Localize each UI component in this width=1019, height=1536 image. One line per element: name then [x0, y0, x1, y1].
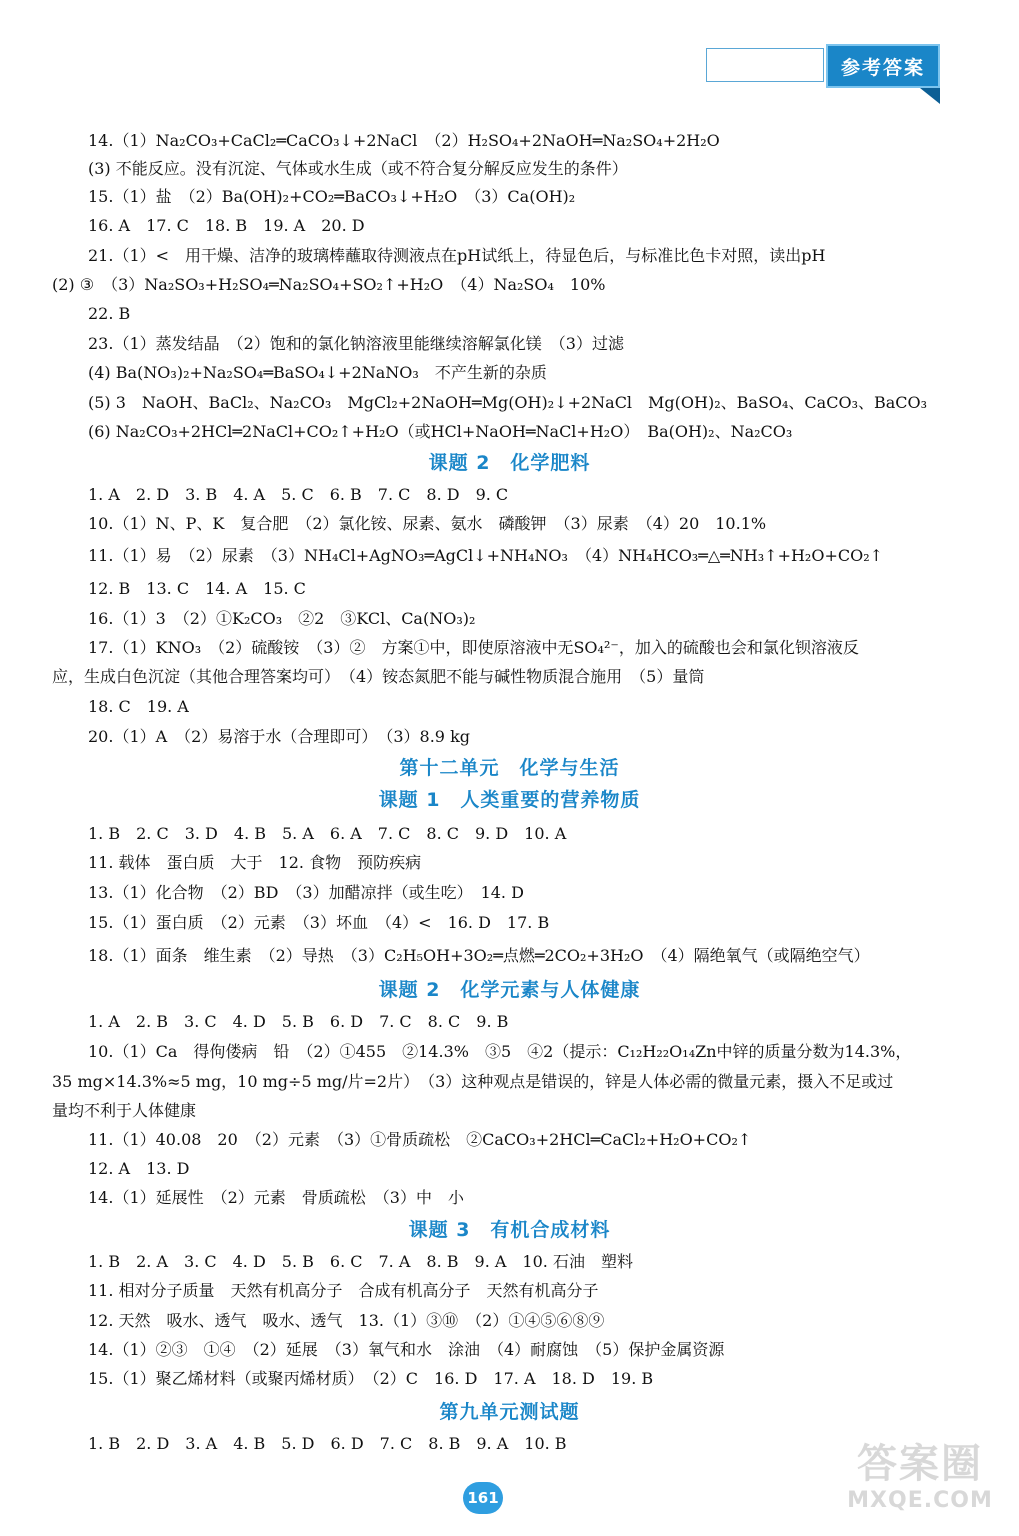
answer-line: 1. B 2. C 3. D 4. B 5. A 6. A 7. C 8. C 9. D 10. A [88, 824, 567, 843]
answer-line: 21.（1）< 用干燥、洁净的玻璃棒蘸取待测液点在pH试纸上，待显色后，与标准比色卡对照，读出pH [88, 246, 826, 265]
answer-key-tag: 参考答案 [826, 44, 940, 88]
section-heading: 第十二单元 化学与生活 [399, 757, 620, 779]
answer-line: 16.（1）3 （2）①K₂CO₃ ②2 ③KCl、Ca(NO₃)₂ [88, 609, 476, 628]
answer-line: 10.（1）Ca 得佝偻病 铅 （2）①455 ②14.3% ③5 ④2（提示：C₁₂H₂₂O₁₄Zn中锌的质量分数为14.3%， [88, 1042, 912, 1061]
answer-line: (5) 3 NaOH、BaCl₂、Na₂CO₃ MgCl₂+2NaOH═Mg(OH)₂↓+2NaCl Mg(OH)₂、BaSO₄、CaCO₃、BaCO₃ [88, 393, 928, 412]
answer-line: 量均不利于人体健康 [52, 1101, 197, 1120]
answer-line: 20.（1）A （2）易溶于水（合理即可） （3）8.9 kg [88, 727, 471, 746]
answer-line: (4) Ba(NO₃)₂+Na₂SO₄═BaSO₄↓+2NaNO₃ 不产生新的杂质 [88, 363, 547, 382]
answer-line: 1. B 2. D 3. A 4. B 5. D 6. D 7. C 8. B 9. A 10. B [88, 1434, 567, 1453]
section-heading: 课题 2 化学元素与人体健康 [378, 979, 641, 1001]
watermark-text: 答案圈 [857, 1441, 983, 1487]
answer-line: 17.（1）KNO₃ （2）硫酸铵 （3）② 方案①中，即使原溶液中无SO₄²⁻，加入的硫酸也会和氯化钡溶液反 [88, 638, 859, 657]
watermark-logo [835, 1440, 1005, 1532]
answer-line: 16. A 17. C 18. B 19. A 20. D [88, 216, 365, 235]
answer-line: 14.（1）②③ ①④ （2）延展 （3）氧气和水 涂油 （4）耐腐蚀 （5）保护金属资源 [88, 1340, 725, 1359]
answer-line: 应，生成白色沉淀（其他合理答案均可） （4）铵态氮肥不能与碱性物质混合施用 （5）量筒 [52, 667, 705, 686]
answer-line: (2) ③ （3）Na₂SO₃+H₂SO₄═Na₂SO₄+SO₂↑+H₂O （4）Na₂SO₄ 10% [52, 275, 606, 294]
answer-line: 18. C 19. A [88, 697, 189, 716]
answer-line: 22. B [88, 304, 131, 323]
answer-line: 12. A 13. D [88, 1159, 190, 1178]
answer-line: 15.（1）盐 （2）Ba(OH)₂+CO₂═BaCO₃↓+H₂O （3）Ca(OH)₂ [88, 187, 576, 206]
answer-line: 11.（1）40.08 20 （2）元素 （3）①骨质疏松 ②CaCO₃+2HCl═CaCl₂+H₂O+CO₂↑ [88, 1130, 752, 1149]
answer-line: 12. 天然 吸水、透气 吸水、透气 13.（1）③⑩ （2）①④⑤⑥⑧⑨ [88, 1311, 605, 1330]
section-heading: 课题 2 化学肥料 [428, 452, 591, 474]
section-heading: 课题 3 有机合成材料 [408, 1219, 611, 1241]
answer-line: 35 mg×14.3%≈5 mg，10 mg÷5 mg/片=2片） （3）这种观点是错误的，锌是人体必需的微量元素，摄入不足或过 [52, 1072, 894, 1091]
answer-line: 1. A 2. B 3. C 4. D 5. B 6. D 7. C 8. C 9. B [88, 1012, 509, 1031]
watermark-url: MXQE.COM [847, 1488, 993, 1513]
answer-line: 14.（1）Na₂CO₃+CaCl₂═CaCO₃↓+2NaCl （2）H₂SO₄+2NaOH═Na₂SO₄+2H₂O [88, 131, 720, 150]
answer-line: 1. B 2. A 3. C 4. D 5. B 6. C 7. A 8. B 9. A 10. 石油 塑料 [88, 1252, 633, 1271]
header-blank-box [706, 48, 824, 82]
section-heading: 课题 1 人类重要的营养物质 [378, 789, 641, 811]
answer-line: 15.（1）聚乙烯材料（或聚丙烯材质） （2）C 16. D 17. A 18. D 19. B [88, 1369, 654, 1388]
answer-line: (6) Na₂CO₃+2HCl═2NaCl+CO₂↑+H₂O（或HCl+NaOH═NaCl+H₂O） Ba(OH)₂、Na₂CO₃ [88, 422, 793, 441]
tag-fold-decoration [920, 88, 940, 104]
answer-line: 13.（1）化合物 （2）BD （3）加醋凉拌（或生吃） 14. D [88, 883, 524, 902]
answer-line: (3) 不能反应。没有沉淀、气体或水生成（或不符合复分解反应发生的条件） [88, 159, 628, 178]
answer-line: 15.（1）蛋白质 （2）元素 （3）坏血 （4）< 16. D 17. B [88, 913, 550, 932]
answer-line: 11.（1）易 （2）尿素 （3）NH₄Cl+AgNO₃═AgCl↓+NH₄NO₃ （4）NH₄HCO₃═△═NH₃↑+H₂O+CO₂↑ [88, 546, 884, 565]
answer-line: 1. A 2. D 3. B 4. A 5. C 6. B 7. C 8. D 9. C [88, 485, 509, 504]
section-heading: 第九单元测试题 [439, 1401, 580, 1423]
answer-line: 14.（1）延展性 （2）元素 骨质疏松 （3）中 小 [88, 1188, 464, 1207]
answer-line: 11. 相对分子质量 天然有机高分子 合成有机高分子 天然有机高分子 [88, 1281, 599, 1300]
answer-line: 10.（1）N、P、K 复合肥 （2）氯化铵、尿素、氨水 磷酸钾 （3）尿素 （4）20 10.1% [88, 514, 767, 533]
answer-line: 11. 载体 蛋白质 大于 12. 食物 预防疾病 [88, 853, 422, 872]
answer-line: 18.（1）面条 维生素 （2）导热 （3）C₂H₅OH+3O₂═点燃═2CO₂+3H₂O （4）隔绝氧气（或隔绝空气） [88, 946, 870, 965]
answer-line: 12. B 13. C 14. A 15. C [88, 579, 306, 598]
page-number: 161 [463, 1482, 503, 1514]
answer-line: 23.（1）蒸发结晶 （2）饱和的氯化钠溶液里能继续溶解氯化镁 （3）过滤 [88, 334, 624, 353]
